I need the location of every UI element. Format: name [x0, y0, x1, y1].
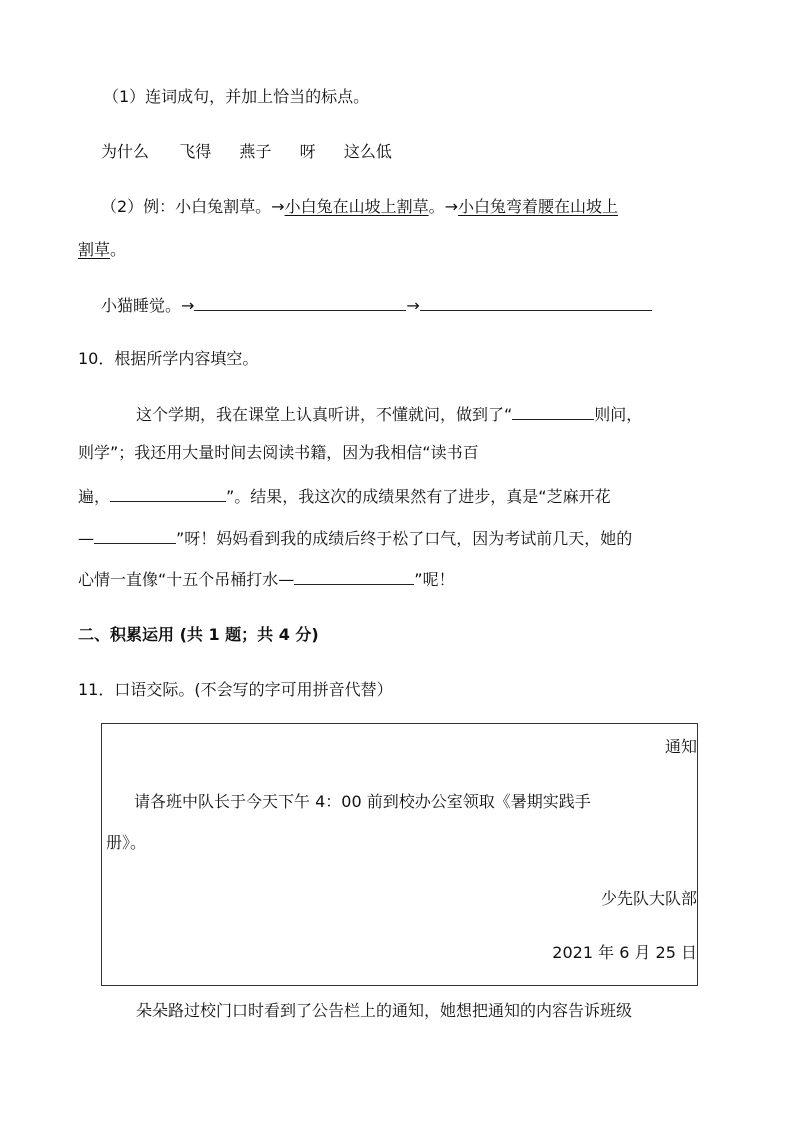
q9-sub2-end: 。: [110, 240, 127, 259]
fill-blank-3[interactable]: [94, 529, 176, 544]
q10-text-1a: 这个学期，我在课堂上认真听讲，不懂就问，做到了“: [136, 405, 513, 424]
example-answer-2b: 割草: [78, 240, 111, 259]
q10-line2: 则学”；我还用大量时间去阅读书籍，因为我相信“读书百: [78, 443, 479, 462]
notice-body-line2: 册》。: [106, 833, 147, 852]
q10-line3: [78, 486, 611, 508]
q10-text-5a: 心情一直像“十五个吊桶打水—: [78, 570, 295, 589]
notice-heading: 通知: [664, 737, 697, 756]
word-4: 呀: [299, 142, 316, 161]
notice-signature: 少先队大队部: [600, 889, 697, 908]
example-answer-1: 小白兔在山坡上割草: [284, 197, 429, 216]
word-list: [101, 141, 392, 163]
q9-sub2-mid: 。→: [428, 197, 459, 216]
task-prefix: 小猫睡觉。→: [101, 296, 195, 315]
word-3: 燕子: [239, 142, 272, 161]
q10-text-4b: ”呀！妈妈看到我的成绩后终于松了口气，因为考试前几天，她的: [176, 529, 633, 548]
q10-text-3b: ”。结果，我这次的成绩果然有了进步，真是“芝麻开花: [226, 487, 611, 506]
notice-box: [101, 723, 698, 986]
q10-line1: [136, 404, 642, 426]
notice-date: 2021 年 6 月 25 日: [552, 943, 697, 962]
answer-blank-1[interactable]: [194, 296, 406, 311]
example-answer-2a: 小白兔弯着腰在山坡上: [458, 197, 619, 216]
q11-title: 11．口语交际。(不会写的字可用拼音代替）: [78, 680, 393, 699]
q9-sub2-line2: [78, 239, 126, 261]
q9-task-line: [101, 295, 652, 317]
fill-blank-4[interactable]: [294, 570, 414, 585]
q9-sub2-line1: [101, 196, 618, 218]
q9-sub1-title: （1）连词成句，并加上恰当的标点。: [103, 87, 370, 106]
word-5: 这么低: [343, 142, 392, 161]
fill-blank-2[interactable]: [110, 487, 226, 502]
q10-text-4a: —: [78, 529, 94, 548]
section-2-title: 二、积累运用 (共 1 题；共 4 分): [78, 625, 319, 644]
q10-line4: [78, 528, 632, 550]
notice-body-line1: 请各班中队长于今天下午 4：00 前到校办公室领取《暑期实践手: [134, 792, 591, 811]
task-arrow: →: [406, 296, 420, 315]
q9-sub2-prefix: （2）例：小白兔割草。→: [101, 197, 285, 216]
q10-text-5b: ”呢！: [414, 570, 455, 589]
word-1: 为什么: [101, 142, 150, 161]
q10-text-1b: 则问，: [594, 405, 643, 424]
q10-text-3a: 遍，: [78, 487, 111, 506]
answer-blank-2[interactable]: [420, 296, 652, 311]
q10-title: 10．根据所学内容填空。: [78, 349, 259, 368]
q11-after-text: 朵朵路过校门口时看到了公告栏上的通知，她想把通知的内容告诉班级: [136, 1001, 633, 1020]
q10-line5: [78, 569, 455, 591]
word-2: 飞得: [179, 142, 212, 161]
fill-blank-1[interactable]: [512, 405, 594, 420]
